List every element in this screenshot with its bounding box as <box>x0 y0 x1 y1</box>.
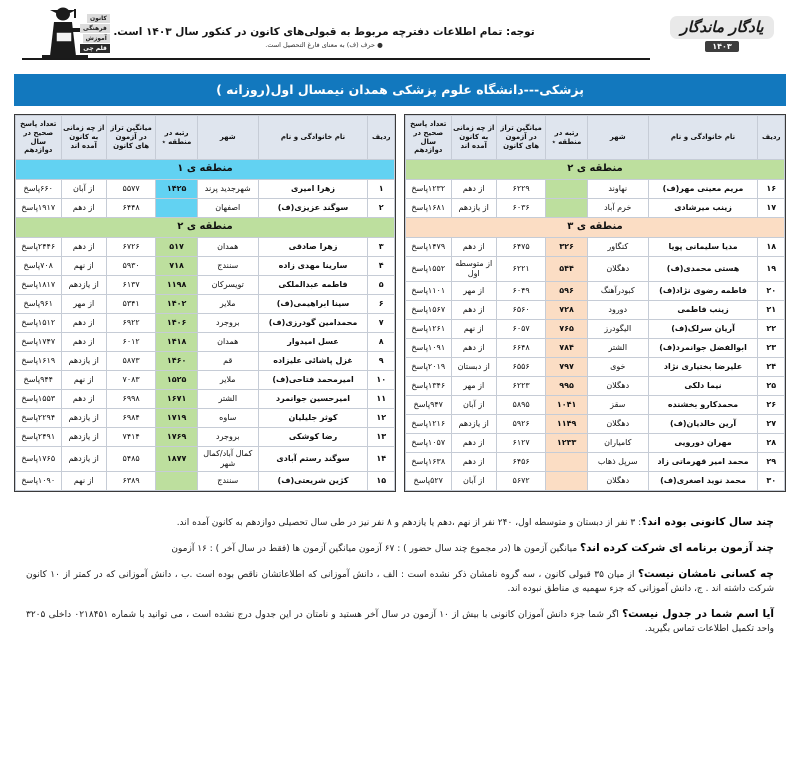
table-row <box>406 358 785 377</box>
cell-answers: ۹۴۴پاسخ <box>16 371 62 390</box>
kanoon-line-3: قلم چی <box>80 44 110 53</box>
cell-rank <box>546 472 588 491</box>
cell-time: از مهر <box>451 377 496 396</box>
footer-answer: میانگین آزمون ها (در مجموع چند سال حضور ) : ۶۷ آزمون میانگین آزمون ها (فقط در سال آخر ) : ۱۶ آزمون <box>171 543 580 554</box>
cell-radif: ۲۹ <box>758 453 785 472</box>
cell-time: از دهم <box>61 238 106 257</box>
cell-city: الشتر <box>197 390 258 409</box>
cell-name: محمدامین گودرزی(ف) <box>258 314 368 333</box>
col-header-radif: ردیف <box>758 116 785 160</box>
cell-radif: ۲۰ <box>758 282 785 301</box>
cell-answers: ۲۰۱۹پاسخ <box>406 358 452 377</box>
cell-answers: ۱۵۵۲پاسخ <box>406 257 452 282</box>
cell-city: ملایر <box>197 295 258 314</box>
cell-miangin: ۶۷۲۶ <box>106 238 155 257</box>
cell-time: از نهم <box>61 371 106 390</box>
table-row <box>16 257 395 276</box>
col-header-name: نام خانوادگی و نام <box>648 116 758 160</box>
cell-city: اصفهان <box>197 199 258 218</box>
cell-city: خوی <box>587 358 648 377</box>
cell-radif: ۹ <box>368 352 395 371</box>
cell-miangin: ۶۹۲۲ <box>106 314 155 333</box>
cell-miangin: ۵۸۹۵ <box>496 396 545 415</box>
cell-city: خرم آباد <box>587 199 648 218</box>
cell-name: زهرا امیری <box>258 180 368 199</box>
cell-miangin: ۶۲۲۳ <box>496 377 545 396</box>
cell-time: از یازدهم <box>61 428 106 447</box>
cell-name: زهرا صادقی <box>258 238 368 257</box>
cell-radif: ۱۵ <box>368 472 395 491</box>
cell-radif: ۸ <box>368 333 395 352</box>
col-header-answers: تعداد پاسخ صحیح در سال دوازدهم <box>16 116 62 160</box>
cell-answers: ۱۷۶۵پاسخ <box>16 447 62 472</box>
cell-answers: ۱۰۹۰پاسخ <box>16 472 62 491</box>
zone-section-row <box>16 160 395 180</box>
cell-rank: ۵۴۴ <box>546 257 588 282</box>
cell-name: کژین شریعتی(ف) <box>258 472 368 491</box>
col-header-rank: رتبه در منطقه ٭ <box>546 116 588 160</box>
cell-answers: ۵۲۷پاسخ <box>406 472 452 491</box>
cell-time: از آبان <box>451 396 496 415</box>
cell-miangin: ۶۵۵۶ <box>496 358 545 377</box>
cell-rank <box>156 199 198 218</box>
table-row <box>406 282 785 301</box>
cell-miangin: ۶۰۵۷ <box>496 320 545 339</box>
cell-city: بروجرد <box>197 314 258 333</box>
cell-rank: ۱۴۱۸ <box>156 333 198 352</box>
cell-miangin: ۵۵۷۷ <box>106 180 155 199</box>
page-title: پزشکی---دانشگاه علوم پزشکی همدان نیمسال اول(روزانه ) <box>14 74 786 106</box>
cell-rank: ۷۲۸ <box>546 301 588 320</box>
cell-radif: ۵ <box>368 276 395 295</box>
cell-city: دهگلان <box>587 377 648 396</box>
cell-answers: ۱۲۶۱پاسخ <box>406 320 452 339</box>
table-row <box>406 180 785 199</box>
cell-rank: ۱۸۷۷ <box>156 447 198 472</box>
cell-radif: ۱۰ <box>368 371 395 390</box>
cell-name: محمدکارو بخشنده <box>648 396 758 415</box>
cell-city: سنندج <box>197 257 258 276</box>
cell-name: سینا ابراهیمی(ف) <box>258 295 368 314</box>
cell-miangin: ۵۹۲۶ <box>496 415 545 434</box>
cell-rank: ۷۶۵ <box>546 320 588 339</box>
admissions-table-left <box>405 115 785 491</box>
cell-rank: ۱۶۷۱ <box>156 390 198 409</box>
cell-name: امیرحسین جوانمرد <box>258 390 368 409</box>
cell-miangin: ۶۰۴۹ <box>496 282 545 301</box>
cell-answers: ۱۶۳۸پاسخ <box>406 453 452 472</box>
cell-city: سنندج <box>197 472 258 491</box>
cell-answers: ۱۲۳۲پاسخ <box>406 180 452 199</box>
cell-answers: ۱۶۱۹پاسخ <box>16 352 62 371</box>
cell-city: دورود <box>587 301 648 320</box>
footer-question: چند آزمون برنامه ای شرکت کرده اند؟ <box>580 541 774 554</box>
cell-answers: ۱۹۱۷پاسخ <box>16 199 62 218</box>
cell-answers: ۱۴۷۹پاسخ <box>406 238 452 257</box>
table-row <box>16 409 395 428</box>
note-main-text: توجه: تمام اطلاعات دفترچه مربوط به قبولی‌های کانون در کنکور سال ۱۴۰۳ است. <box>113 26 535 38</box>
cell-radif: ۲۵ <box>758 377 785 396</box>
zone-section-label: منطقه ی ۲ <box>406 160 785 180</box>
cell-time: از نهم <box>451 320 496 339</box>
cell-rank: ۵۱۷ <box>156 238 198 257</box>
cell-name: مدیا سلیمانی پویا <box>648 238 758 257</box>
cell-radif: ۲۸ <box>758 434 785 453</box>
cell-name: امیرمحمد فتاحی(ف) <box>258 371 368 390</box>
cell-rank: ۷۸۴ <box>546 339 588 358</box>
cell-radif: ۲ <box>368 199 395 218</box>
cell-name: آریان سرلک(ف) <box>648 320 758 339</box>
cell-rank: ۱۷۱۹ <box>156 409 198 428</box>
zone-section-row <box>406 160 785 180</box>
table-row <box>406 199 785 218</box>
cell-miangin: ۵۸۷۳ <box>106 352 155 371</box>
col-header-city: شهر <box>587 116 648 160</box>
cell-time: از دبستان <box>451 358 496 377</box>
cell-name: آرین خالدیان(ف) <box>648 415 758 434</box>
table-row <box>406 396 785 415</box>
cell-miangin: ۵۹۳۰ <box>106 257 155 276</box>
cell-city: همدان <box>197 238 258 257</box>
cell-name: زینب فاطمی <box>648 301 758 320</box>
cell-miangin: ۵۴۸۵ <box>106 447 155 472</box>
cell-time: از دهم <box>451 339 496 358</box>
zone-section-label: منطقه ی ۳ <box>406 218 785 238</box>
left-table-wrapper <box>404 114 786 492</box>
zone-section-label: منطقه ی ۲ <box>16 218 395 238</box>
cell-city: الیگودرز <box>587 320 648 339</box>
yadegar-mandegar-year: ۱۴۰۳ <box>705 41 739 52</box>
cell-radif: ۳۰ <box>758 472 785 491</box>
cell-name: مریم معینی مهر(ف) <box>648 180 758 199</box>
cell-answers: ۲۲۹۴پاسخ <box>16 409 62 428</box>
footer-answer: از میان ۳۵ قبولی کانون ، سه گروه نامشان ذکر نشده است : الف ، دانش آموزانی که اطلاعاتشان ناقص بوده است .ب ، دانش آموزانی که در کمتر از ۱۰ کانون شرکت داشته اند . ج، دانش آموزانی که جزء سهمیه ی مناطق نبوده اند. <box>26 569 774 594</box>
cell-miangin: ۵۶۷۲ <box>496 472 545 491</box>
tables-container <box>0 114 800 492</box>
cell-answers: ۱۰۹۱پاسخ <box>406 339 452 358</box>
cell-rank: ۱۷۶۹ <box>156 428 198 447</box>
cell-time: از آبان <box>61 180 106 199</box>
cell-time: از یازدهم <box>61 352 106 371</box>
cell-name: ابوالفضل جوانمرد(ف) <box>648 339 758 358</box>
cell-city: قم <box>197 352 258 371</box>
table-row <box>406 257 785 282</box>
cell-miangin: ۶۴۵۶ <box>496 453 545 472</box>
cell-answers: ۹۶۱پاسخ <box>16 295 62 314</box>
cell-radif: ۲۷ <box>758 415 785 434</box>
cell-radif: ۷ <box>368 314 395 333</box>
cell-name: مهران دورویی <box>648 434 758 453</box>
table-row <box>16 314 395 333</box>
cell-time: از نهم <box>61 257 106 276</box>
cell-time: از یازدهم <box>61 409 106 428</box>
cell-rank: ۱۲۳۳ <box>546 434 588 453</box>
cell-time: از مهر <box>61 295 106 314</box>
cell-answers: ۹۴۷پاسخ <box>406 396 452 415</box>
col-header-answers: تعداد پاسخ صحیح در سال دوازدهم <box>406 116 452 160</box>
cell-city: کمال آباد/کمال شهر <box>197 447 258 472</box>
cell-radif: ۱۹ <box>758 257 785 282</box>
cell-rank: ۷۱۸ <box>156 257 198 276</box>
cell-radif: ۲۶ <box>758 396 785 415</box>
col-header-name: نام خانوادگی و نام <box>258 116 368 160</box>
cell-time: از دهم <box>61 333 106 352</box>
table-row <box>406 320 785 339</box>
table-row <box>406 301 785 320</box>
cell-city: کنگاور <box>587 238 648 257</box>
yadegar-mandegar-text: یادگار ماندگار <box>670 16 773 39</box>
footer-question: چه کسانی نامشان نیست؟ <box>637 567 774 580</box>
cell-name: فاطمه رضوی نژاد(ف) <box>648 282 758 301</box>
table-row <box>16 447 395 472</box>
cell-answers: ۲۴۹۱پاسخ <box>16 428 62 447</box>
cell-radif: ۱ <box>368 180 395 199</box>
cell-time: از یازدهم <box>61 447 106 472</box>
footer-question: آیا اسم شما در جدول نیست؟ <box>622 607 775 620</box>
cell-answers: ۱۶۸۱پاسخ <box>406 199 452 218</box>
table-row <box>16 390 395 409</box>
cell-name: سارینا مهدی زاده <box>258 257 368 276</box>
page-header <box>0 0 800 70</box>
cell-answers: ۷۰۸پاسخ <box>16 257 62 276</box>
cell-radif: ۱۸ <box>758 238 785 257</box>
table-header-row <box>16 116 395 160</box>
cell-rank: ۱۱۴۹ <box>546 415 588 434</box>
cell-city: همدان <box>197 333 258 352</box>
cell-radif: ۱۷ <box>758 199 785 218</box>
cell-radif: ۱۴ <box>368 447 395 472</box>
cell-miangin: ۶۴۷۵ <box>496 238 545 257</box>
cell-radif: ۲۲ <box>758 320 785 339</box>
cell-rank: ۱۵۲۵ <box>156 371 198 390</box>
cell-city: دهگلان <box>587 472 648 491</box>
cell-city: کبودرآهنگ <box>587 282 648 301</box>
cell-name: عسل امیدوار <box>258 333 368 352</box>
cell-name: محمد امیر قهرماتی زاد <box>648 453 758 472</box>
col-header-miangin: میانگین تراز در آزمون های کانون <box>106 116 155 160</box>
col-header-rank: رتبه در منطقه ٭ <box>156 116 198 160</box>
table-row <box>406 415 785 434</box>
cell-answers: ۱۲۱۶پاسخ <box>406 415 452 434</box>
cell-miangin: ۷۰۸۳ <box>106 371 155 390</box>
cell-rank: ۱۰۴۱ <box>546 396 588 415</box>
cell-city: ملایر <box>197 371 258 390</box>
cell-rank <box>546 180 588 199</box>
cell-time: از دهم <box>451 301 496 320</box>
cell-radif: ۱۶ <box>758 180 785 199</box>
note-sub-text: ● حرف (ف) به معنای فارغ التحصیل است. <box>265 41 383 49</box>
cell-miangin: ۶۵۶۰ <box>496 301 545 320</box>
cell-time: از دهم <box>451 180 496 199</box>
table-row <box>406 434 785 453</box>
footer-line <box>26 540 774 557</box>
cell-time: از متوسطه اول <box>451 257 496 282</box>
cell-answers: ۱۸۱۷پاسخ <box>16 276 62 295</box>
cell-miangin: ۶۰۳۶ <box>496 199 545 218</box>
cell-answers: ۱۵۱۲پاسخ <box>16 314 62 333</box>
table-row <box>16 352 395 371</box>
cell-city: تویسرکان <box>197 276 258 295</box>
cell-name: سوگند رستم آبادی <box>258 447 368 472</box>
cell-time: از دهم <box>61 314 106 333</box>
zone-section-row <box>406 218 785 238</box>
cell-name: فاطمه عبدالملکی <box>258 276 368 295</box>
cell-time: از دهم <box>61 199 106 218</box>
table-header-row <box>406 116 785 160</box>
cell-miangin: ۶۹۹۸ <box>106 390 155 409</box>
cell-answers: ۶۶۰پاسخ <box>16 180 62 199</box>
right-table-wrapper <box>14 114 396 492</box>
cell-rank: ۵۹۶ <box>546 282 588 301</box>
col-header-miangin: میانگین تراز در آزمون های کانون <box>496 116 545 160</box>
cell-name: زینب میرشادی <box>648 199 758 218</box>
table-row <box>406 377 785 396</box>
cell-radif: ۲۴ <box>758 358 785 377</box>
table-row <box>16 428 395 447</box>
yadegar-mandegar-logo <box>652 6 792 62</box>
cell-rank: ۱۴۲۵ <box>156 180 198 199</box>
cell-time: از یازدهم <box>451 415 496 434</box>
cell-name: سوگند عزیزی(ف) <box>258 199 368 218</box>
col-header-radif: ردیف <box>368 116 395 160</box>
cell-city: بروجرد <box>197 428 258 447</box>
cell-answers: ۲۴۴۶پاسخ <box>16 238 62 257</box>
cell-radif: ۱۳ <box>368 428 395 447</box>
kanoon-line-2: آموزش <box>83 34 110 43</box>
cell-name: کوثر جلیلیان <box>258 409 368 428</box>
cell-miangin: ۶۰۱۲ <box>106 333 155 352</box>
cell-miangin: ۷۴۱۴ <box>106 428 155 447</box>
cell-rank: ۹۹۵ <box>546 377 588 396</box>
header-note <box>0 26 648 49</box>
cell-radif: ۲۱ <box>758 301 785 320</box>
cell-miangin: ۶۹۸۴ <box>106 409 155 428</box>
table-row <box>406 339 785 358</box>
header-divider <box>22 58 650 60</box>
table-row <box>16 276 395 295</box>
cell-time: از یازدهم <box>451 199 496 218</box>
cell-city: نهاوند <box>587 180 648 199</box>
cell-city: الشتر <box>587 339 648 358</box>
footer-question: چند سال کانونی بوده اند؟ <box>641 516 774 528</box>
cell-answers: ۱۵۵۳پاسخ <box>16 390 62 409</box>
cell-time: از دهم <box>451 434 496 453</box>
table-row <box>16 199 395 218</box>
cell-city: دهگلان <box>587 257 648 282</box>
cell-answers: ۱۷۴۷پاسخ <box>16 333 62 352</box>
cell-name: غزل پاشائی علیزاده <box>258 352 368 371</box>
footer-answer: اگر شما جزء دانش آموزان کانونی با بیش از ۱۰ آزمون در سال آخر هستید و نامتان در این جدول درج نشده است ، می توانید با شماره ۰۲۱۸۴۵۱ داخلی ۳۲۰۵ واحد تکمیل اطلاعات تماس بگیرید. <box>26 609 774 634</box>
cell-answers: ۱۵۶۷پاسخ <box>406 301 452 320</box>
col-header-time: از چه زمانی به کانون آمده اند <box>451 116 496 160</box>
cell-miangin: ۵۳۴۱ <box>106 295 155 314</box>
cell-answers: ۱۱۰۱پاسخ <box>406 282 452 301</box>
cell-answers: ۱۳۴۶پاسخ <box>406 377 452 396</box>
cell-miangin: ۶۲۲۱ <box>496 257 545 282</box>
cell-rank: ۷۹۷ <box>546 358 588 377</box>
cell-radif: ۱۲ <box>368 409 395 428</box>
cell-answers: ۱۰۵۷پاسخ <box>406 434 452 453</box>
cell-miangin: ۶۱۳۷ <box>106 276 155 295</box>
cell-radif: ۴ <box>368 257 395 276</box>
cell-name: رضا کوشکی <box>258 428 368 447</box>
kanoon-line-0: کانون <box>87 14 110 23</box>
cell-radif: ۳ <box>368 238 395 257</box>
cell-rank: ۱۴۰۲ <box>156 295 198 314</box>
cell-time: از دهم <box>451 453 496 472</box>
footer-line <box>26 566 774 597</box>
footer-line <box>26 514 774 531</box>
table-row <box>16 180 395 199</box>
cell-rank <box>546 199 588 218</box>
cell-time: از مهر <box>451 282 496 301</box>
footer-notes <box>0 492 800 637</box>
table-row <box>406 472 785 491</box>
cell-miangin: ۶۶۴۸ <box>496 339 545 358</box>
cell-city: شهرجدید پرند <box>197 180 258 199</box>
cell-radif: ۶ <box>368 295 395 314</box>
table-row <box>406 238 785 257</box>
cell-city: سرپل ذهاب <box>587 453 648 472</box>
cell-rank: ۳۲۶ <box>546 238 588 257</box>
table-row <box>16 295 395 314</box>
table-row <box>16 238 395 257</box>
cell-time: از آبان <box>451 472 496 491</box>
zone-section-row <box>16 218 395 238</box>
table-row <box>16 371 395 390</box>
cell-miangin: ۶۲۲۹ <box>496 180 545 199</box>
footer-answer: : ۳ نفر از دبستان و متوسطه اول، ۲۴۰ نفر از نهم ،دهم یا یازدهم و ۸ نفر نیز در طی سال تحصیلی دوازدهم به کانون آمده اند. <box>176 518 642 528</box>
col-header-time: از چه زمانی به کانون آمده اند <box>61 116 106 160</box>
table-row <box>406 453 785 472</box>
cell-time: از دهم <box>61 390 106 409</box>
cell-rank: ۱۴۶۰ <box>156 352 198 371</box>
admissions-table-right <box>15 115 395 491</box>
cell-name: نیما دلکی <box>648 377 758 396</box>
cell-time: از یازدهم <box>61 276 106 295</box>
cell-city: دهگلان <box>587 415 648 434</box>
cell-rank: ۱۴۰۶ <box>156 314 198 333</box>
cell-time: از نهم <box>61 472 106 491</box>
cell-city: ساوه <box>197 409 258 428</box>
zone-section-label: منطقه ی ۱ <box>16 160 395 180</box>
table-row <box>16 333 395 352</box>
cell-miangin: ۶۳۸۹ <box>106 472 155 491</box>
table-row <box>16 472 395 491</box>
cell-city: کامیاران <box>587 434 648 453</box>
cell-rank <box>156 472 198 491</box>
cell-rank: ۱۱۹۸ <box>156 276 198 295</box>
cell-miangin: ۶۴۴۸ <box>106 199 155 218</box>
cell-rank <box>546 453 588 472</box>
cell-radif: ۱۱ <box>368 390 395 409</box>
cell-time: از دهم <box>451 238 496 257</box>
col-header-city: شهر <box>197 116 258 160</box>
footer-line <box>26 606 774 637</box>
kanoon-line-1: فرهنگی <box>80 24 110 33</box>
cell-city: سقز <box>587 396 648 415</box>
cell-name: علیرضا بختیاری نژاد <box>648 358 758 377</box>
cell-radif: ۲۳ <box>758 339 785 358</box>
cell-name: هستی محمدی(ف) <box>648 257 758 282</box>
cell-name: محمد نوید اصغری(ف) <box>648 472 758 491</box>
cell-miangin: ۶۱۲۷ <box>496 434 545 453</box>
